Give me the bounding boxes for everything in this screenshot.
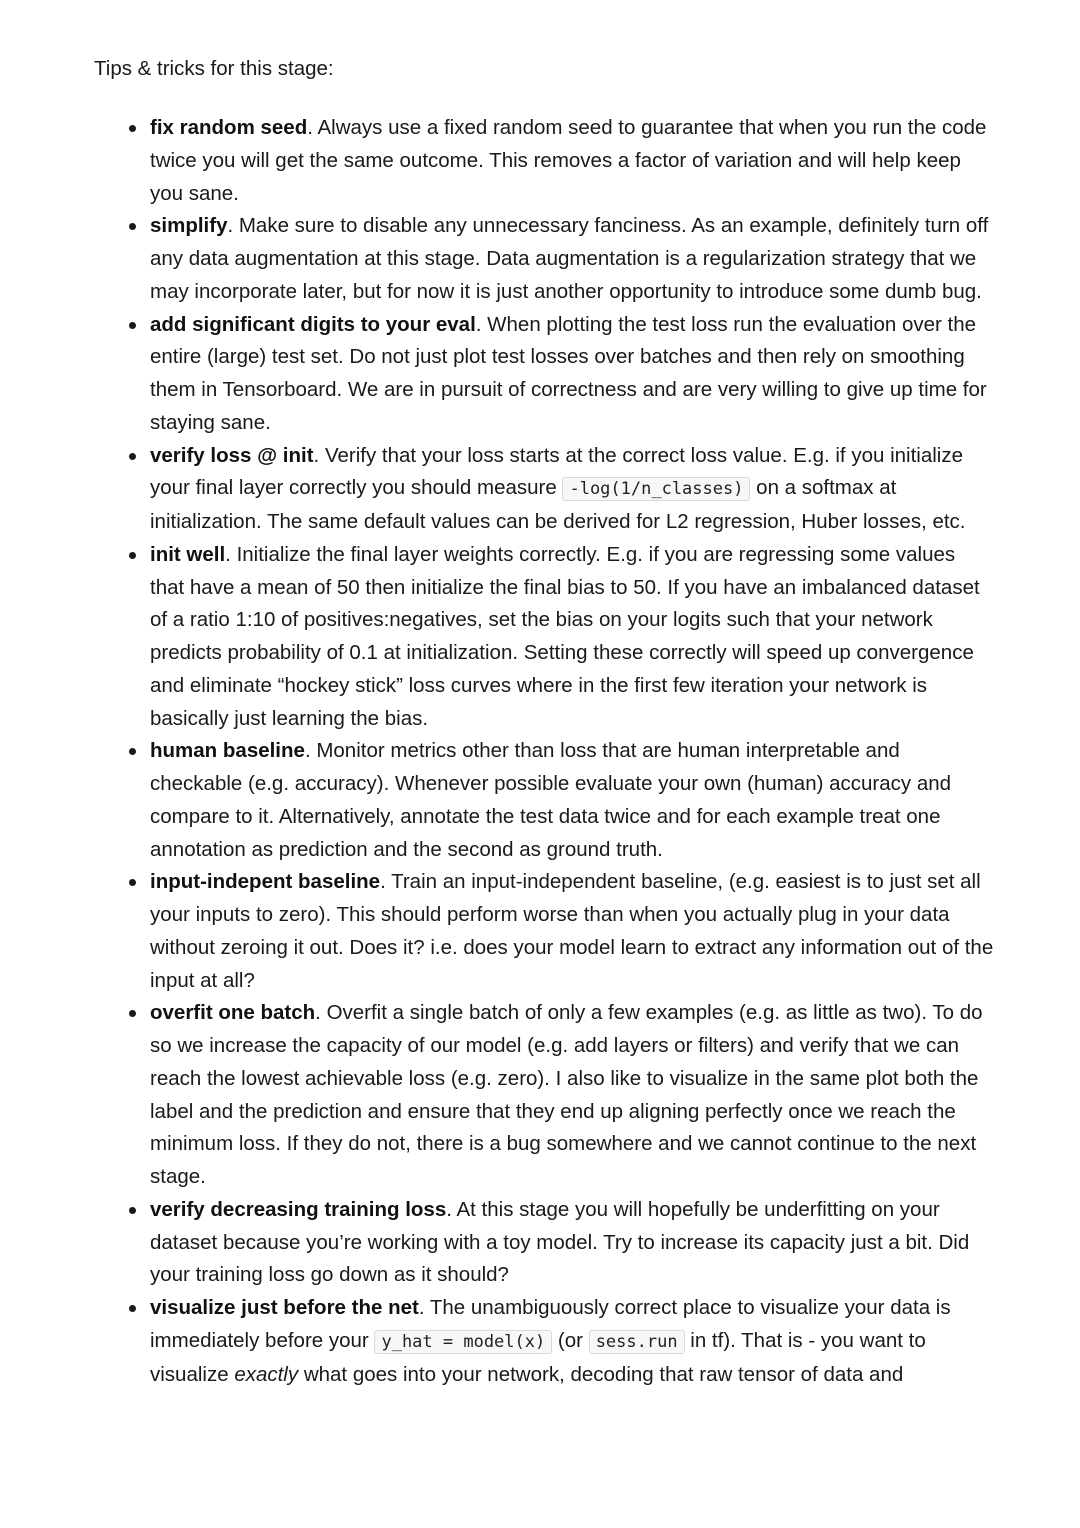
tip-title: human baseline <box>150 739 305 763</box>
tip-text: . The unambiguously correct place to visualize your data is immediately before your <box>150 1296 951 1352</box>
tip-title: verify loss @ init <box>150 443 314 467</box>
tip-title: overfit one batch <box>150 1001 316 1025</box>
tip-text: . Always use a fixed random seed to guarantee that when you run the code twice you will get the same outcome. This removes a factor of variation and will help keep you sane. <box>150 116 987 205</box>
tip-item <box>0 539 1080 736</box>
tip-item <box>0 735 1080 866</box>
tip-text: . Initialize the final layer weights correctly. E.g. if you are regressing some values that have a mean of 50 then initialize the final bias to 50. If you have an imbalanced dataset of a ratio 1:10 of positives:negatives, set the bias on your logits such that your network predicts probability of 0.1 at initialization. Setting these correctly will speed up convergence and eliminate “hockey stick” loss curves where in the first few iteration your network is basically just learning the bias. <box>150 542 980 730</box>
tip-text: . Overfit a single batch of only a few examples (e.g. as little as two). To do so we increase the capacity of our model (e.g. add layers or filters) and verify that we can reach the lowest achievable loss (e.g. zero). I also like to visualize in the same plot both the label and the prediction and ensure that they end up aligning perfectly once we reach the minimum loss. If they do not, there is a bug somewhere and we cannot continue to the next stage. <box>150 1001 983 1188</box>
tip-item <box>0 309 1080 440</box>
tip-text: in tf). That is - you want to visualize <box>150 1328 926 1386</box>
tip-item <box>0 866 1080 997</box>
tip-item <box>0 1292 1080 1391</box>
tip-item <box>0 440 1080 539</box>
tip-text: . Train an input-independent baseline, (e.g. easiest is to just set all your inputs to zero). This should perform worse than when you actually plug in your data without zeroing it out. Does it? i.e. does your model learn to extract any information out of the input at all? <box>150 870 994 992</box>
tip-text: on a softmax at initialization. The same default values can be derived for L2 regression, Huber losses, etc. <box>150 476 966 533</box>
tip-title: simplify <box>150 214 228 238</box>
tip-title: visualize just before the net <box>150 1296 419 1319</box>
tip-title: add significant digits to your eval <box>150 312 476 336</box>
tip-text: . When plotting the test loss run the evaluation over the entire (large) test set. Do not just plot test losses over batches and then rely on smoothing them in Tensorboard. We are in pursuit of correctness and are very willing to give up time for staying sane. <box>150 312 987 434</box>
tip-item <box>0 997 1080 1194</box>
tip-title: init well <box>150 542 226 566</box>
tip-text: what goes into your network, decoding that raw tensor of data and <box>298 1362 904 1386</box>
tip-title: input-indepent baseline <box>150 870 381 894</box>
tip-text: (or <box>552 1328 589 1352</box>
tip-item <box>0 1194 1080 1292</box>
inline-code: y_hat = model(x) <box>374 1330 552 1354</box>
section-intro: Tips & tricks for this stage: <box>94 57 334 80</box>
tip-title: verify decreasing training loss <box>150 1197 447 1221</box>
tip-text: . At this stage you will hopefully be underfitting on your dataset because you’re working with a toy model. Try to increase its capacity just a bit. Did your training loss go down as it should? <box>150 1197 970 1287</box>
tip-text: . Monitor metrics other than loss that are human interpretable and checkable (e.g. accuracy). Whenever possible evaluate your own (human) accuracy and compare to it. Alternatively, annotate the test data twice and for each example treat one annotation as prediction and the second as ground truth. <box>150 739 952 861</box>
tip-item <box>0 210 1080 308</box>
tip-text: . Verify that your loss starts at the correct loss value. E.g. if you initialize your final layer correctly you should measure <box>150 443 963 500</box>
tip-item <box>0 112 1080 210</box>
tip-text: . Make sure to disable any unnecessary fanciness. As an example, definitely turn off any data augmentation at this stage. Data augmentation is a regularization strategy that we may incorporate later, but for now it is just another opportunity to introduce some dumb bug. <box>150 214 989 303</box>
tip-title: fix random seed <box>150 116 308 139</box>
inline-code: sess.run <box>589 1330 685 1354</box>
emphasis-text: exactly <box>234 1362 299 1386</box>
tips-list <box>0 112 1080 1391</box>
inline-code: -log(1/n_classes) <box>562 477 750 501</box>
